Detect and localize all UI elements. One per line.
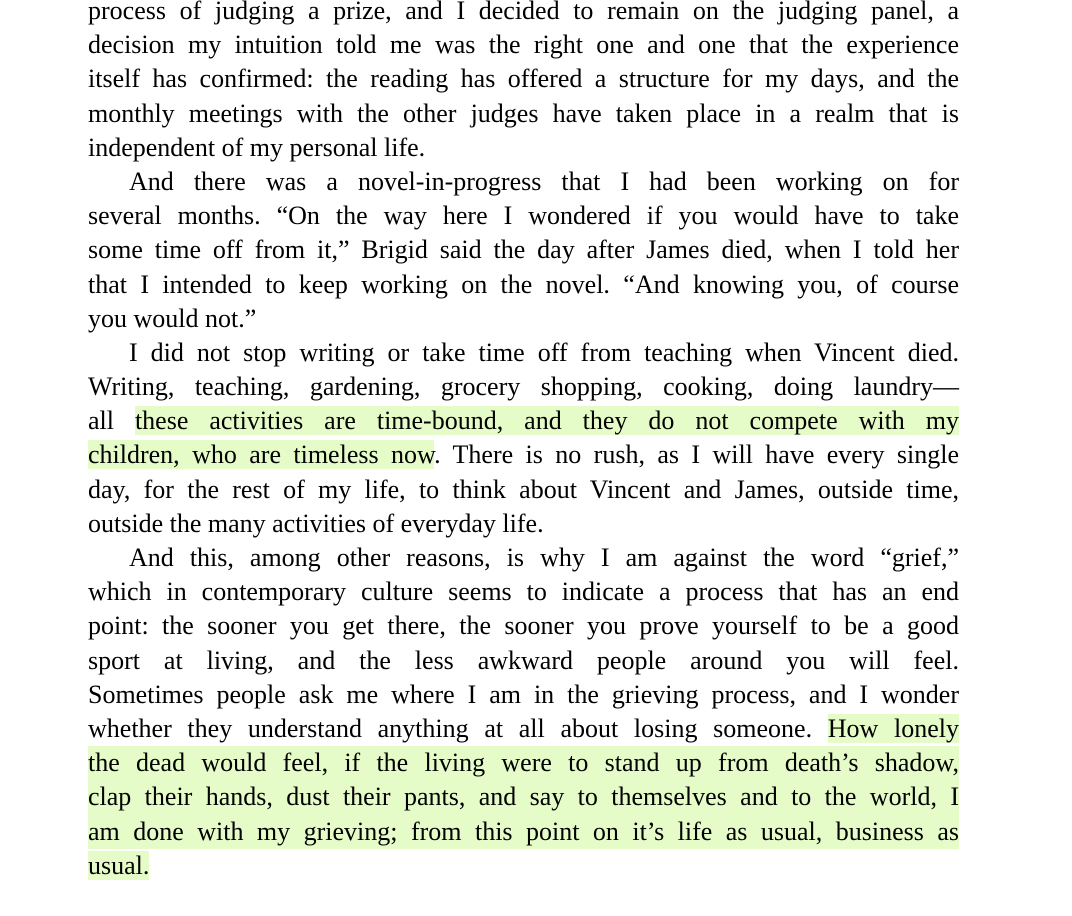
text-line: which in contemporary culture seems to indicate a process that has an end [88,577,959,607]
highlighted-passage[interactable]: How lonely [827,713,959,743]
text-line: monthly meetings with the other judges have taken place in a realm that is [88,98,959,128]
plain-text: all [88,406,135,436]
text-line: that I intended to keep working on the novel. “And knowing you, of course [88,269,959,299]
highlighted-passage[interactable]: these activities are time-bound, and they do not compete with my [134,406,959,436]
highlighted-passage[interactable]: children, who are timeless now [88,440,435,470]
plain-text: . There is no rush, as I will have every single [434,440,960,470]
highlighted-line[interactable]: clap their hands, dust their pants, and say to themselves and to the world, I [88,780,959,814]
text-line: point: the sooner you get there, the sooner you prove yourself to be a good [88,611,959,641]
text-line: Writing, teaching, gardening, grocery shopping, cooking, doing laundry— [88,372,959,402]
highlighted-passage[interactable]: usual. [88,850,150,880]
text-line: several months. “On the way here I wondered if you would have to take [88,201,959,231]
text-line: I did not stop writing or take time off from teaching when Vincent died. [129,337,959,367]
text-line [88,712,959,746]
text-line: And this, among other reasons, is why I am against the word “grief,” [129,543,959,572]
text-line: itself has confirmed: the reading has offered a structure for my days, and the [88,64,959,94]
plain-text: whether they understand anything at all about losing someone. [88,713,828,743]
text-line: Sometimes people ask me where I am in the grieving process, and I wonder [88,679,959,709]
text-line [88,849,959,883]
text-line: decision my intuition told me was the right one and one that the experience [88,30,959,60]
highlighted-line[interactable]: am done with my grieving; from this point on it’s life as usual, business as [88,815,959,849]
text-line: day, for the rest of my life, to think about Vincent and James, outside time, [88,474,959,504]
text-line: some time off from it,” Brigid said the day after James died, when I told her [88,235,959,265]
text-line: And there was a novel-in-progress that I had been working on for [129,166,959,196]
text-line: sport at living, and the less awkward people around you will feel. [88,645,959,675]
highlighted-line[interactable]: the dead would feel, if the living were to stand up from death’s shadow, [88,746,959,780]
text-line: process of judging a prize, and I decided to remain on the judging panel, a [88,0,959,25]
text-line: outside the many activities of everyday life. [88,508,544,538]
text-line: independent of my personal life. [88,132,426,162]
book-page [88,0,959,883]
text-line: you would not.” [88,303,257,333]
text-line [88,438,959,472]
text-line [88,404,959,438]
